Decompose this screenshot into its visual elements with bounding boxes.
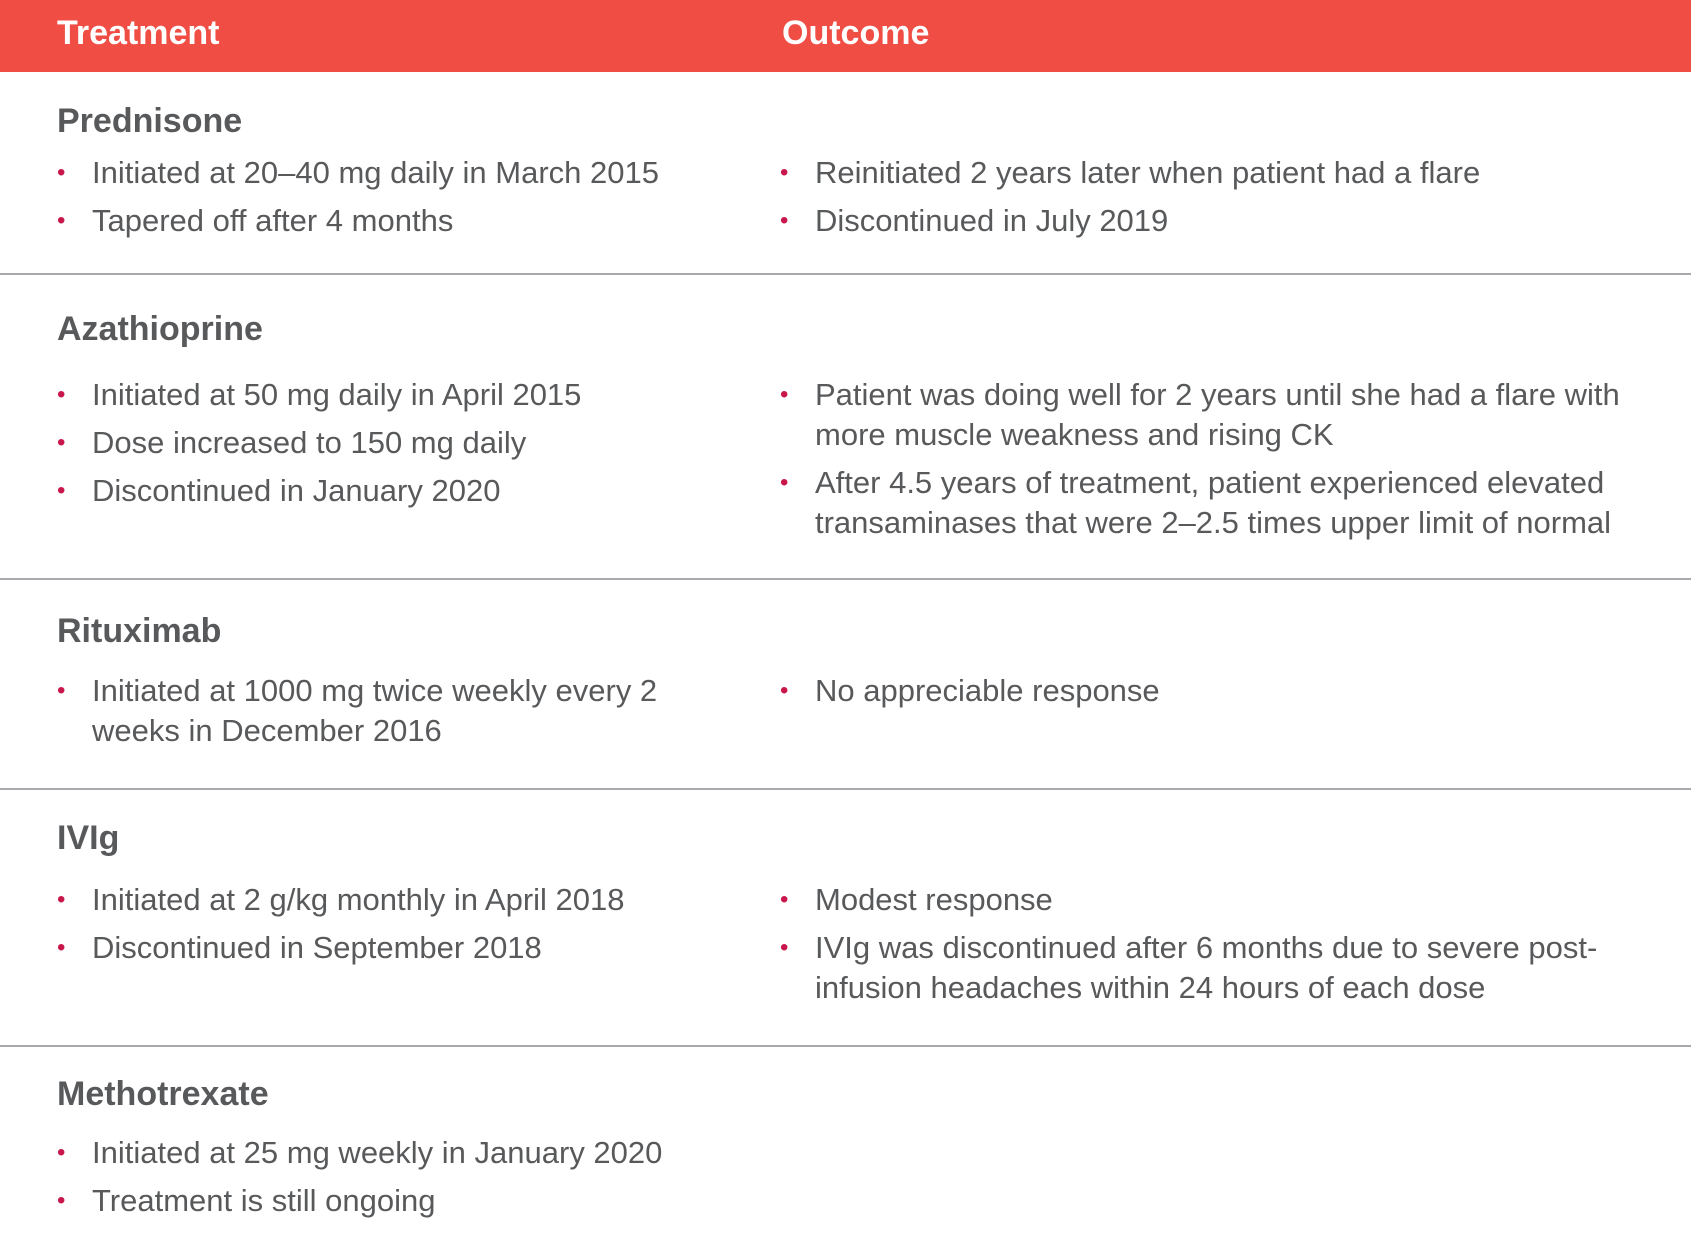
list-item: • No appreciable response: [780, 671, 1660, 711]
drug-name-methotrexate: Methotrexate: [57, 1075, 269, 1113]
list-item: • Initiated at 25 mg weekly in January 2020: [57, 1133, 697, 1173]
outcome-list-rituximab: [780, 671, 1660, 719]
outcome-list-ivig: [780, 880, 1660, 1016]
drug-name-rituximab: Rituximab: [57, 612, 222, 650]
list-item: • Tapered off after 4 months: [57, 201, 697, 241]
row-divider: [0, 273, 1691, 275]
outcome-list-azathioprine: [780, 375, 1660, 551]
treatment-column-header: Treatment: [57, 14, 220, 52]
list-item: • Patient was doing well for 2 years until she had a flare with more muscle weakness and rising CK: [780, 377, 1620, 452]
bullet-icon: •: [780, 159, 789, 186]
list-item: • Initiated at 1000 mg twice weekly every 2 weeks in December 2016: [57, 673, 658, 748]
drug-name-ivig: IVIg: [57, 819, 120, 857]
list-item: • Discontinued in January 2020: [57, 471, 697, 511]
list-item: • Treatment is still ongoing: [57, 1181, 697, 1221]
list-item: • Discontinued in September 2018: [57, 928, 697, 968]
table-header: [0, 0, 1691, 72]
list-item: • Dose increased to 150 mg daily: [57, 423, 697, 463]
bullet-icon: •: [57, 934, 66, 961]
bullet-icon: •: [57, 429, 66, 456]
treatment-list-rituximab: [57, 671, 677, 759]
bullet-icon: •: [57, 207, 66, 234]
bullet-icon: •: [57, 677, 66, 704]
bullet-icon: •: [57, 886, 66, 913]
drug-name-prednisone: Prednisone: [57, 102, 243, 140]
outcome-column-header: Outcome: [782, 14, 930, 52]
bullet-icon: •: [57, 159, 66, 186]
list-item: • Modest response: [780, 880, 1660, 920]
treatment-list-methotrexate: [57, 1133, 697, 1229]
list-item: • Initiated at 50 mg daily in April 2015: [57, 375, 697, 415]
bullet-icon: •: [57, 477, 66, 504]
row-divider: [0, 788, 1691, 790]
list-item: • IVIg was discontinued after 6 months due to severe post-infusion headaches within 24 hours of each dose: [780, 930, 1598, 1005]
bullet-icon: •: [57, 381, 66, 408]
bullet-icon: •: [57, 1187, 66, 1214]
drug-name-azathioprine: Azathioprine: [57, 310, 263, 348]
bullet-icon: •: [780, 886, 789, 913]
list-item: • Discontinued in July 2019: [780, 201, 1660, 241]
treatment-list-azathioprine: [57, 375, 697, 519]
bullet-icon: •: [780, 381, 789, 408]
list-item: • Initiated at 20–40 mg daily in March 2015: [57, 153, 697, 193]
treatment-list-prednisone: [57, 153, 697, 249]
row-divider: [0, 1045, 1691, 1047]
treatment-list-ivig: [57, 880, 697, 976]
bullet-icon: •: [780, 677, 789, 704]
row-divider: [0, 578, 1691, 580]
bullet-icon: •: [780, 934, 789, 961]
bullet-icon: •: [57, 1139, 66, 1166]
bullet-icon: •: [780, 469, 789, 496]
outcome-list-prednisone: [780, 153, 1660, 249]
list-item: • Initiated at 2 g/kg monthly in April 2018: [57, 880, 697, 920]
bullet-icon: •: [780, 207, 789, 234]
list-item: • Reinitiated 2 years later when patient had a flare: [780, 153, 1660, 193]
list-item: • After 4.5 years of treatment, patient experienced elevated transaminases that were 2–2.5 times upper limit of normal: [780, 465, 1612, 540]
